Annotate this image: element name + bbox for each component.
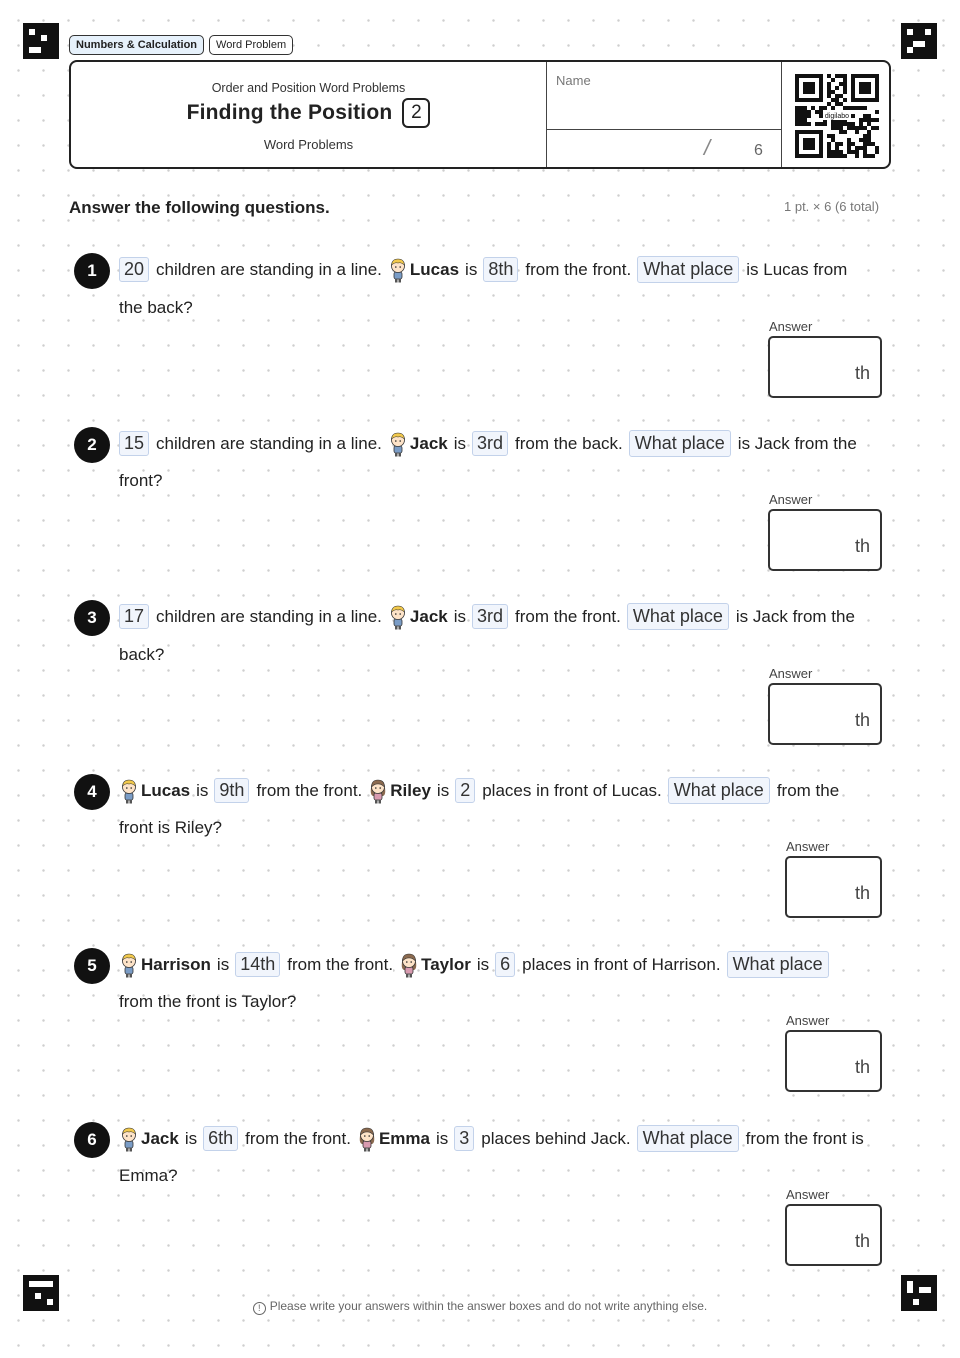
answer-box[interactable] <box>785 1030 882 1092</box>
text-segment: from the front. <box>256 780 363 800</box>
question-number: 1 <box>74 253 110 289</box>
position-highlight: 14th <box>235 952 280 977</box>
child-name: Harrison <box>141 954 211 974</box>
position-highlight: 6th <box>203 1126 238 1151</box>
text-segment: from the front. <box>287 954 394 974</box>
boy-avatar-icon <box>119 778 139 804</box>
title-row <box>71 98 546 128</box>
corner-marker-top-right <box>901 23 937 59</box>
text-segment: from the <box>776 780 840 800</box>
answer-label: Answer <box>786 1187 830 1202</box>
answer-box[interactable] <box>785 856 882 918</box>
question-number: 2 <box>74 427 110 463</box>
name-label: Name <box>556 73 591 88</box>
question-text-line-2: back? <box>119 645 165 664</box>
answer-box[interactable] <box>768 683 882 745</box>
question-text-line <box>119 256 853 283</box>
what-place-highlight: What place <box>629 430 731 457</box>
answer-suffix: th <box>854 883 870 903</box>
text-segment: places in front of Lucas. <box>482 780 662 800</box>
text-segment: from the front is <box>745 1128 864 1148</box>
name-score-block <box>546 62 782 167</box>
question-text-line <box>119 603 861 630</box>
question-text-line-2: Emma? <box>119 1166 178 1185</box>
girl-avatar-icon <box>368 778 388 804</box>
text-segment: children are standing in a line. <box>156 606 382 626</box>
answer-label: Answer <box>786 839 830 854</box>
corner-marker-top-left <box>23 23 59 59</box>
question-text-line-2: front is Riley? <box>119 818 222 837</box>
child-name: Lucas <box>409 259 460 279</box>
girl-avatar-icon <box>357 1126 377 1152</box>
answer-suffix: th <box>854 363 870 383</box>
question-text-line-2: from the front is Taylor? <box>119 992 297 1011</box>
score-slash: / <box>704 135 711 160</box>
count-highlight: 15 <box>119 431 149 456</box>
question-number: 6 <box>74 1122 110 1158</box>
child-name: Jack <box>409 433 448 453</box>
name-divider <box>547 129 781 130</box>
question-number: 4 <box>74 774 110 810</box>
question-text-line-2: front? <box>119 471 163 490</box>
text-segment: is <box>476 954 490 974</box>
answer-label: Answer <box>769 492 813 507</box>
child-name: Riley <box>390 780 431 800</box>
text-segment: children are standing in a line. <box>156 433 382 453</box>
question-text-line <box>119 1125 870 1152</box>
question-text-line <box>119 430 863 457</box>
points-info: 1 pt. × 6 (6 total) <box>784 199 880 214</box>
worksheet-kicker: Order and Position Word Problems <box>211 81 406 95</box>
footer-text: Please write your answers within the answer boxes and do not write anything else. <box>269 1299 708 1313</box>
answer-label: Answer <box>769 666 813 681</box>
text-segment: is <box>196 780 209 800</box>
text-segment: is <box>436 1128 449 1148</box>
what-place-highlight: What place <box>627 603 729 630</box>
title-block <box>71 62 546 167</box>
answer-box[interactable] <box>768 509 882 571</box>
answer-suffix: th <box>854 536 870 556</box>
question-text-line <box>119 951 836 978</box>
boy-avatar-icon <box>388 257 408 283</box>
text-segment: from the front. <box>245 1128 351 1148</box>
text-segment: is Jack from the <box>735 606 855 626</box>
child-name: Jack <box>141 1128 179 1148</box>
child-name: Jack <box>409 606 448 626</box>
what-place-highlight: What place <box>637 256 739 283</box>
text-segment: is <box>453 606 467 626</box>
count-highlight: 20 <box>119 257 149 282</box>
text-segment: from the front. <box>515 606 621 626</box>
text-segment: places behind Jack. <box>481 1128 631 1148</box>
answer-suffix: th <box>854 1231 870 1251</box>
text-segment: is <box>465 259 478 279</box>
worksheet-number: 2 <box>402 98 430 128</box>
tag-category: Numbers & Calculation <box>69 35 204 55</box>
text-segment: places in front of Harrison. <box>522 954 721 974</box>
position-highlight: 8th <box>483 257 518 282</box>
boy-avatar-icon <box>388 431 408 457</box>
tag-type: Word Problem <box>209 35 293 55</box>
boy-avatar-icon <box>388 604 408 630</box>
question-text-line <box>119 777 845 804</box>
tag-list <box>69 35 293 55</box>
text-segment: is Lucas from <box>746 259 848 279</box>
position-highlight: 9th <box>214 778 249 803</box>
qr-code <box>795 74 879 158</box>
worksheet-subtitle: Word Problems <box>263 137 354 152</box>
places-highlight: 6 <box>495 952 515 977</box>
instructions: Answer the following questions. <box>69 198 334 218</box>
boy-avatar-icon <box>119 952 139 978</box>
question-number: 3 <box>74 600 110 636</box>
what-place-highlight: What place <box>668 777 770 804</box>
count-highlight: 17 <box>119 604 149 629</box>
what-place-highlight: What place <box>637 1125 739 1152</box>
answer-label: Answer <box>786 1013 830 1028</box>
child-name: Emma <box>378 1128 430 1148</box>
text-segment: children are standing in a line. <box>156 259 382 279</box>
text-segment: is <box>216 954 230 974</box>
boy-avatar-icon <box>119 1126 139 1152</box>
places-highlight: 2 <box>455 778 475 803</box>
worksheet-title: Finding the Position <box>186 101 393 124</box>
qr-label: digilabo <box>824 113 850 120</box>
worksheet-header <box>69 60 891 169</box>
answer-box[interactable] <box>768 336 882 398</box>
places-highlight: 3 <box>454 1126 474 1151</box>
text-segment: from the back. <box>515 433 623 453</box>
info-icon: ! <box>253 1302 266 1315</box>
answer-suffix: th <box>854 1057 870 1077</box>
footer-note <box>0 1299 960 1315</box>
child-name: Lucas <box>141 780 191 800</box>
text-segment: is Jack from the <box>737 433 857 453</box>
position-highlight: 3rd <box>472 604 508 629</box>
score-total: 6 <box>754 142 763 159</box>
text-segment: is <box>453 433 467 453</box>
question-number: 5 <box>74 948 110 984</box>
answer-box[interactable] <box>785 1204 882 1266</box>
qr-code-graphic <box>795 74 879 158</box>
question-text-line-2: the back? <box>119 298 193 317</box>
answer-label: Answer <box>769 319 813 334</box>
position-highlight: 3rd <box>472 431 508 456</box>
answer-suffix: th <box>854 710 870 730</box>
child-name: Taylor <box>421 954 471 974</box>
what-place-highlight: What place <box>727 951 829 978</box>
text-segment: is <box>436 780 450 800</box>
text-segment: is <box>184 1128 198 1148</box>
text-segment: from the front. <box>525 259 632 279</box>
girl-avatar-icon <box>399 952 419 978</box>
